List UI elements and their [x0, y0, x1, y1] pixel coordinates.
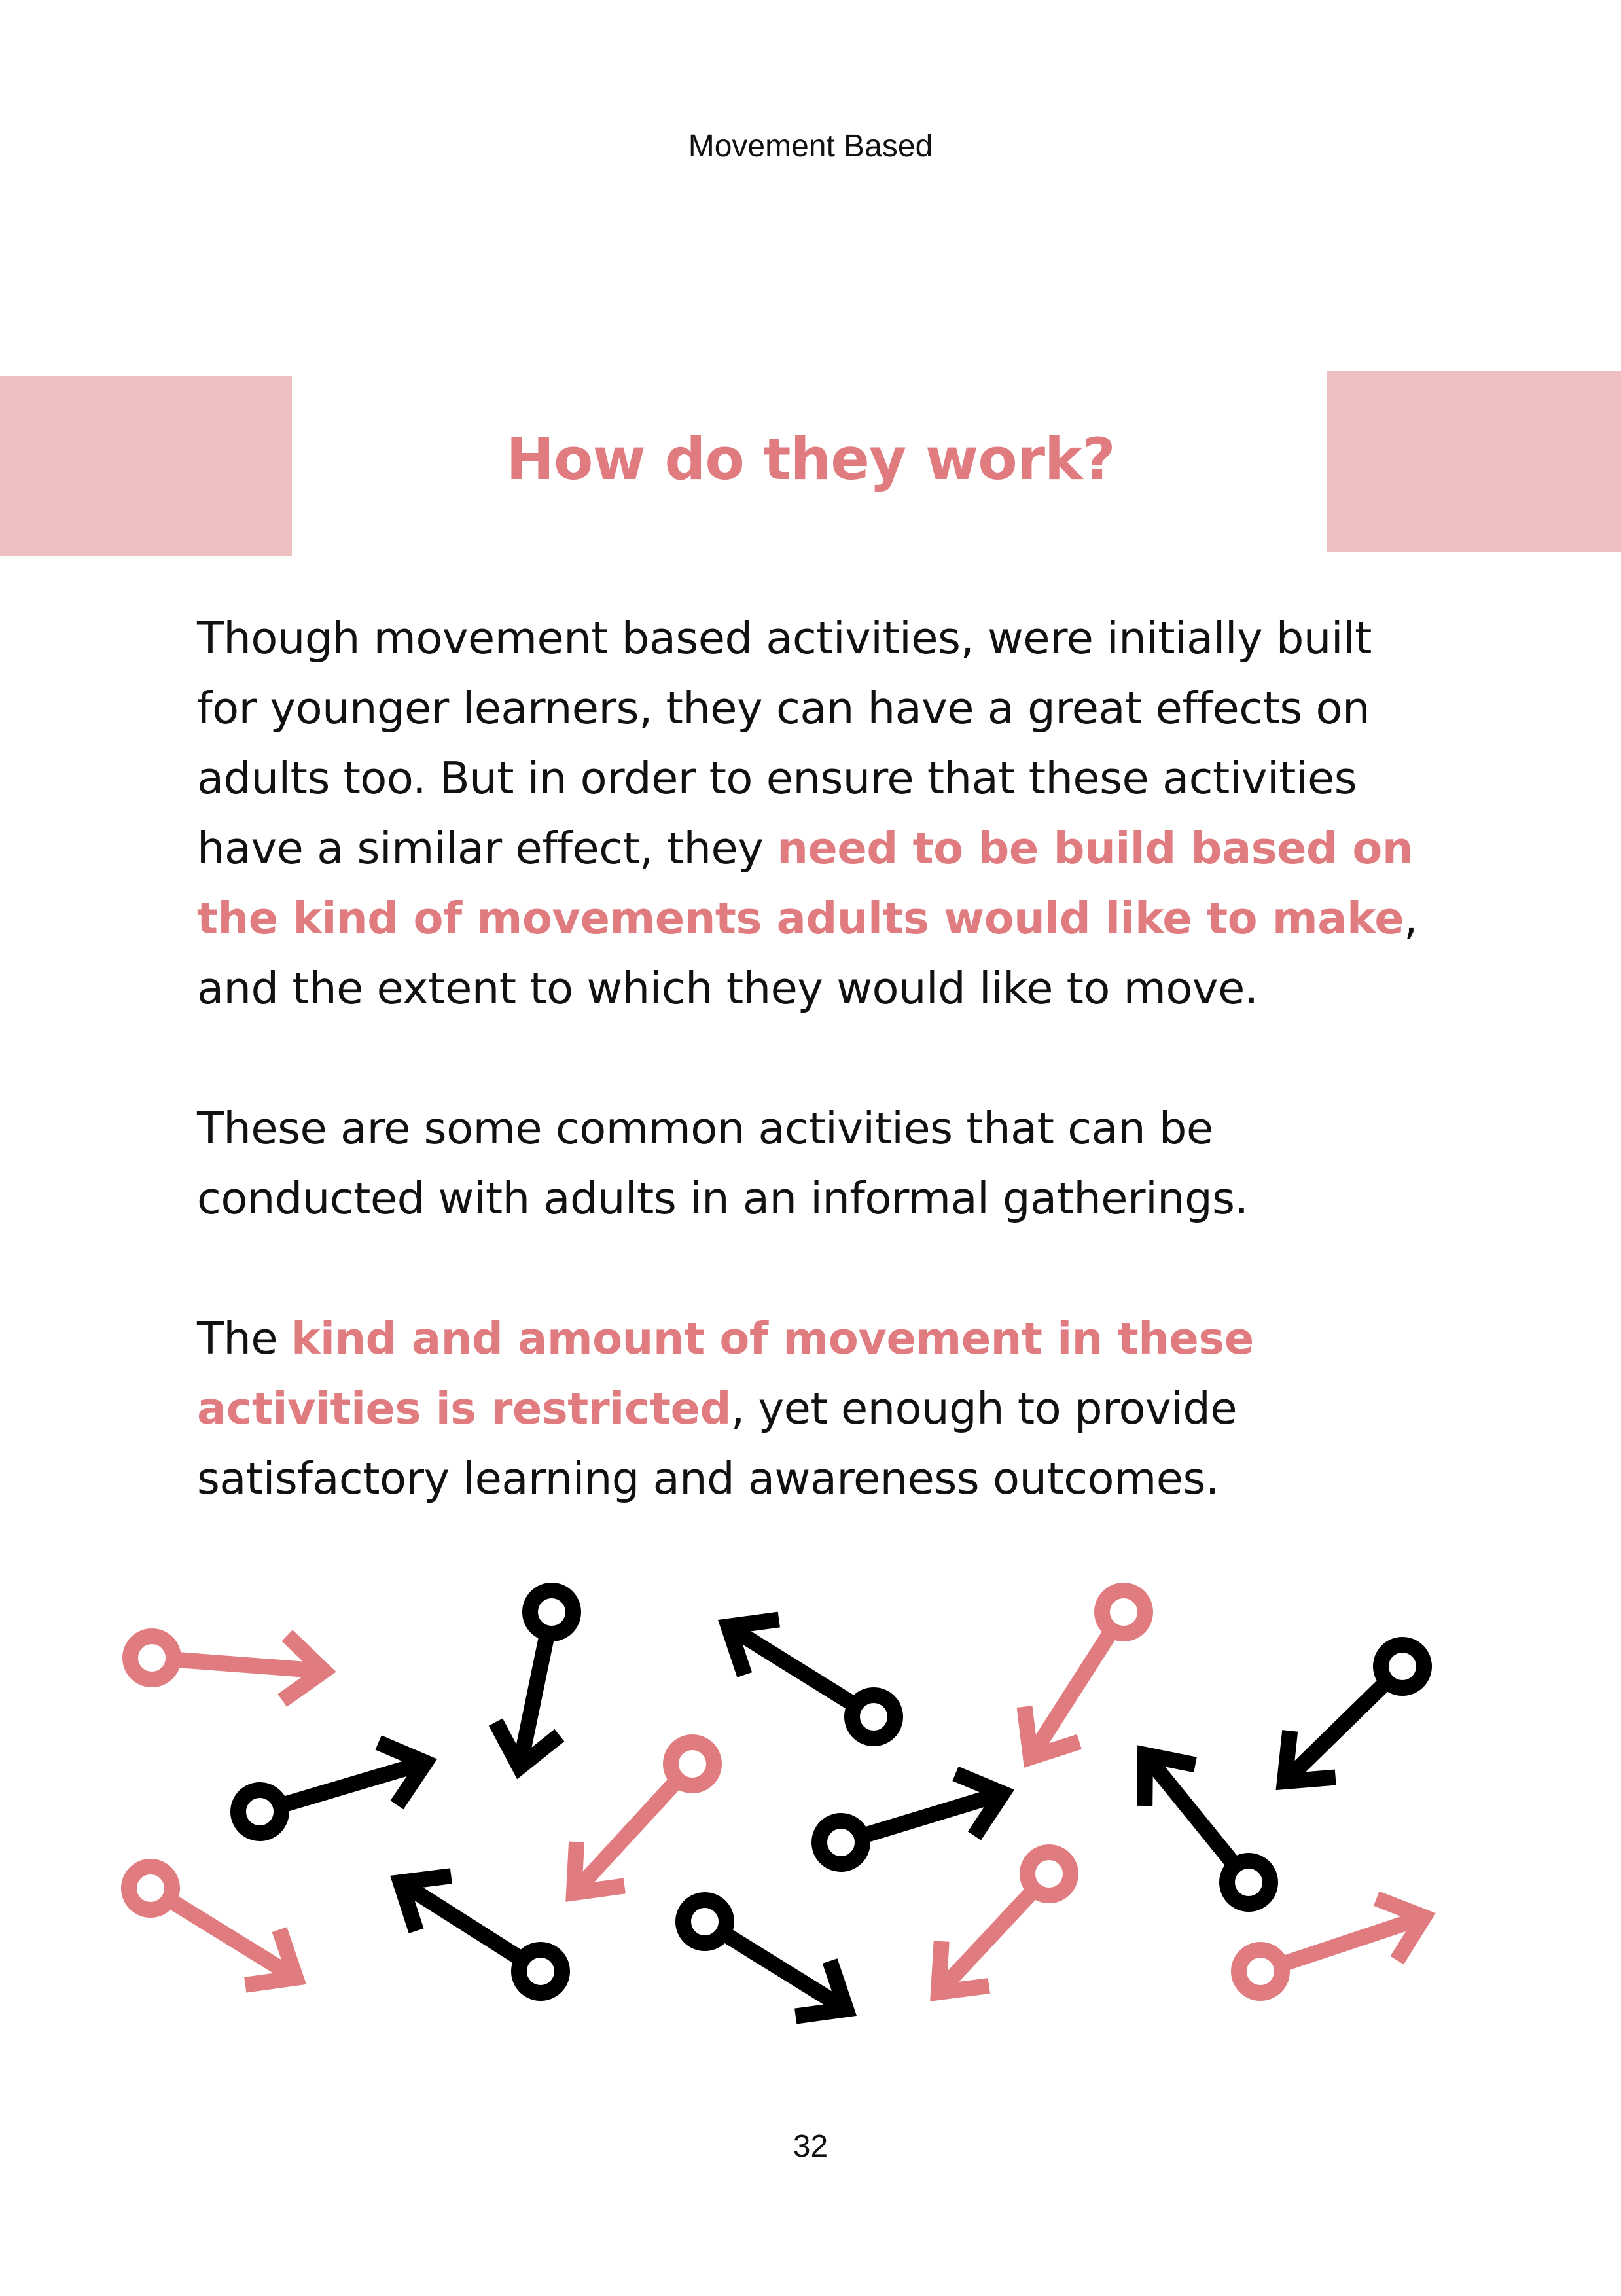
- arrow-pin-circle: [1102, 1590, 1145, 1634]
- pink-pin-arrow-icon: [574, 1742, 714, 1893]
- arrow-head: [938, 1949, 981, 1992]
- arrow-pin-circle: [130, 1636, 173, 1679]
- arrow-shaft: [1281, 1917, 1424, 1965]
- black-pin-arrow-icon: [238, 1746, 425, 1833]
- arrow-shaft: [1285, 1681, 1387, 1782]
- paragraph-1-text-end: , and the extent to which they would like to move.: [197, 893, 1417, 1014]
- arrow-head: [1285, 1738, 1328, 1782]
- pink-pin-arrow-icon: [1025, 1590, 1145, 1757]
- paragraph-2: [197, 1094, 1440, 1234]
- arrow-shaft: [728, 1626, 855, 1706]
- arrow-head: [1025, 1714, 1072, 1757]
- arrow-pin-circle: [530, 1590, 573, 1634]
- pink-pin-arrow-icon: [130, 1636, 324, 1696]
- arrow-pin-circle: [852, 1695, 895, 1738]
- arrow-pin-circle: [1027, 1852, 1071, 1895]
- arrow-head: [728, 1621, 771, 1667]
- pink-pin-arrow-icon: [938, 1852, 1071, 1992]
- arrow-head: [289, 1641, 324, 1696]
- black-pin-arrow-icon: [499, 1590, 573, 1767]
- black-pin-arrow-icon: [1145, 1755, 1270, 1904]
- paragraph-3: [197, 1304, 1440, 1514]
- black-pin-arrow-icon: [401, 1877, 562, 1993]
- arrow-head: [574, 1850, 616, 1893]
- arrow-head: [804, 1968, 846, 2015]
- arrow-pin-circle: [671, 1742, 714, 1785]
- arrow-head: [963, 1777, 1003, 1830]
- arrow-head: [499, 1729, 553, 1767]
- section-heading: How do they work?: [506, 425, 1115, 493]
- pink-pin-arrow-icon: [129, 1867, 296, 1984]
- arrow-shaft: [401, 1882, 522, 1960]
- paragraph-1-text-start: Though movement based activities, were initially built for younger learners, they can have a great effects on adults too. But in order to ensure that these activities have a similar effect, they: [197, 613, 1372, 874]
- arrow-pin-circle: [1381, 1645, 1424, 1688]
- arrow-head: [385, 1746, 425, 1799]
- arrow-pin-circle: [129, 1867, 172, 1910]
- arrow-shaft: [862, 1793, 1003, 1836]
- black-pin-arrow-icon: [1285, 1645, 1424, 1782]
- paragraph-3-text-end: , yet enough to provide satisfactory learning and awareness outcomes.: [197, 1383, 1238, 1504]
- paragraph-1-highlight: need to be build based on the kind of movements adults would like to make: [197, 823, 1414, 944]
- page-number: 32: [793, 2129, 828, 2164]
- arrow-shaft: [723, 1933, 846, 2009]
- arrow-shaft: [169, 1899, 296, 1978]
- pink-pin-arrow-icon: [1239, 1901, 1424, 1993]
- body-copy: [197, 603, 1440, 1584]
- arrow-pin-circle: [683, 1900, 726, 1943]
- black-pin-arrow-icon: [728, 1621, 895, 1738]
- black-pin-arrow-icon: [683, 1900, 846, 2015]
- paragraph-2-text: These are some common activities that can be conducted with adults in an informal gatherings.: [197, 1103, 1249, 1224]
- arrow-pin-circle: [819, 1821, 863, 1864]
- arrow-shaft: [1031, 1630, 1112, 1757]
- arrow-head: [1383, 1901, 1424, 1954]
- arrow-pin-circle: [1239, 1950, 1282, 1993]
- arrow-shaft: [574, 1780, 678, 1893]
- arrow-shaft: [173, 1660, 324, 1671]
- paragraph-1: [197, 603, 1440, 1024]
- arrow-pin-circle: [519, 1950, 562, 1993]
- arrow-layer: [129, 1590, 1424, 2015]
- arrow-head: [1145, 1755, 1187, 1798]
- arrow-head: [401, 1877, 443, 1924]
- arrow-shaft: [938, 1890, 1034, 1992]
- arrow-pin-circle: [238, 1790, 281, 1833]
- arrow-head: [253, 1937, 296, 1984]
- paragraph-3-text-start: The: [197, 1313, 291, 1364]
- arrow-shaft: [1145, 1755, 1235, 1865]
- arrow-shaft: [281, 1763, 425, 1806]
- black-pin-arrow-icon: [819, 1777, 1003, 1864]
- arrow-pin-circle: [1227, 1861, 1270, 1904]
- paragraph-3-highlight: kind and amount of movement in these activities is restricted: [197, 1313, 1254, 1434]
- arrow-shaft: [520, 1633, 547, 1767]
- running-header: Movement Based: [688, 129, 933, 164]
